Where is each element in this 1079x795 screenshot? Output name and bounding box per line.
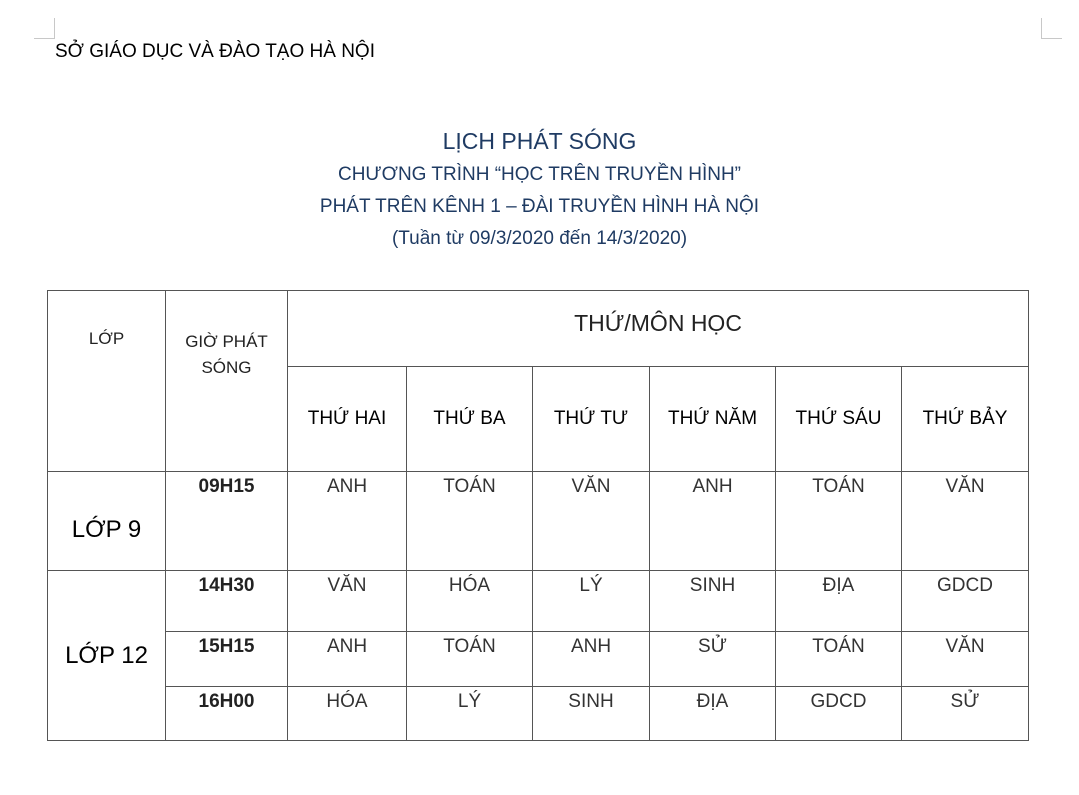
subject-cell: HÓA (288, 687, 407, 741)
subject-cell: SINH (533, 687, 650, 741)
subject-cell: ĐỊA (776, 571, 902, 632)
table-row (48, 687, 1029, 741)
table-row (48, 472, 1029, 571)
broadcast-time: 09H15 (166, 472, 288, 571)
crop-mark-top-left (34, 18, 55, 39)
channel-info: PHÁT TRÊN KÊNH 1 – ĐÀI TRUYỀN HÌNH HÀ NỘI (319, 196, 760, 217)
grade-label-9: LỚP 9 (48, 472, 166, 571)
subject-cell: TOÁN (407, 472, 533, 571)
organization-name: SỞ GIÁO DỤC VÀ ĐÀO TẠO HÀ NỘI (55, 41, 375, 62)
subject-cell: VĂN (533, 472, 650, 571)
subject-cell: GDCD (902, 571, 1029, 632)
subject-cell: ANH (533, 632, 650, 687)
day-header: THỨ TƯ (533, 367, 650, 472)
subject-cell: HÓA (407, 571, 533, 632)
program-name: CHƯƠNG TRÌNH “HỌC TRÊN TRUYỀN HÌNH” (337, 164, 742, 185)
subject-cell: GDCD (776, 687, 902, 741)
table-row (48, 571, 1029, 632)
subject-cell: LÝ (533, 571, 650, 632)
subject-cell: VĂN (902, 632, 1029, 687)
day-header: THỨ BA (407, 367, 533, 472)
subject-cell: TOÁN (776, 472, 902, 571)
subject-cell: TOÁN (407, 632, 533, 687)
subject-cell: TOÁN (776, 632, 902, 687)
week-range: (Tuần từ 09/3/2020 đến 14/3/2020) (391, 228, 688, 249)
subject-cell: ANH (288, 472, 407, 571)
day-header: THỨ BẢY (902, 367, 1029, 472)
subject-cell: SỬ (650, 632, 776, 687)
subject-cell: LÝ (407, 687, 533, 741)
header-gio-phat-song: GIỜ PHÁT SÓNG (166, 291, 288, 472)
document-title: LỊCH PHÁT SÓNG (442, 128, 637, 154)
broadcast-time: 16H00 (166, 687, 288, 741)
subject-cell: SINH (650, 571, 776, 632)
header-thu-mon-hoc: THỨ/MÔN HỌC (288, 291, 1029, 367)
subject-cell: VĂN (288, 571, 407, 632)
day-header: THỨ SÁU (776, 367, 902, 472)
grade-label-12: LỚP 12 (48, 571, 166, 741)
subject-cell: ĐỊA (650, 687, 776, 741)
subject-cell: VĂN (902, 472, 1029, 571)
day-header: THỨ NĂM (650, 367, 776, 472)
subject-cell: ANH (288, 632, 407, 687)
subject-cell: ANH (650, 472, 776, 571)
day-header: THỨ HAI (288, 367, 407, 472)
subject-cell: SỬ (902, 687, 1029, 741)
header-row-top (48, 291, 1029, 367)
table-row (48, 632, 1029, 687)
header-lop: LỚP (48, 291, 166, 472)
crop-mark-top-right (1041, 18, 1062, 39)
broadcast-schedule-table (47, 290, 1029, 741)
broadcast-time: 14H30 (166, 571, 288, 632)
broadcast-time: 15H15 (166, 632, 288, 687)
